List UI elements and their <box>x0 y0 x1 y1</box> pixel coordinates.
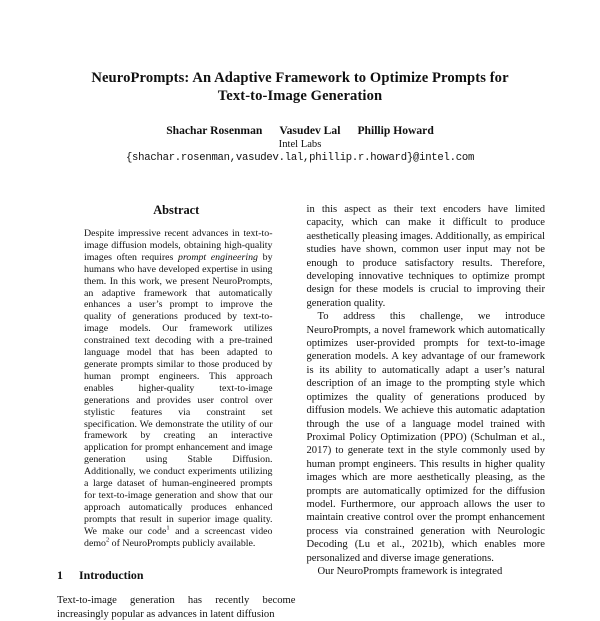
column-paragraph: Our NeuroPrompts framework is integrated <box>317 565 503 577</box>
paper-header <box>0 0 600 165</box>
authors-row <box>0 124 600 137</box>
affiliation: Intel Labs <box>278 139 322 150</box>
introduction-paragraph: Text-to-image generation has recently become increasingly popular as advances in latent diffusion <box>57 595 296 620</box>
section-number: 1 <box>57 568 63 583</box>
abstract-heading: Abstract <box>153 203 200 217</box>
title-line-2: Text-to-Image Generation <box>217 88 383 104</box>
section-title: Introduction <box>78 568 144 583</box>
section-heading-introduction <box>57 568 296 582</box>
paper-title <box>0 69 600 105</box>
two-column-body <box>57 203 545 621</box>
author-name: Vasudev Lal <box>279 124 341 137</box>
column-paragraph: in this aspect as their text encoders have limited capacity, which can make it difficult to produce aesthetically pleasing images. Additionally, as empirical studies have shown, common user input may not be enough to produce satisfactory results. Therefore, developing innovative techniques to optimize prompt design for these models is crucial to improving their generation quality. <box>306 204 545 309</box>
author-name: Phillip Howard <box>357 124 434 137</box>
right-column <box>307 203 546 621</box>
abstract-text: Despite impressive recent advances in text-to-image diffusion models, obtaining high-quality images often requires prompt engineering by humans who have developed expertise in using them. In this work, we present NeuroPrompts, an adaptive framework that automatically enhances a user’s prompt to improve the quality of generations produced by text-to-image models. Our framework utilizes constrained text decoding with a pre-trained language model that has been adapted to generate prompts similar to those produced by human prompt engineers. This approach enables higher-quality text-to-image generations and provides user control over stylistic features via constraint set specification. We demonstrate the utility of our framework by creating an interactive application for prompt enhancement and image generation using Stable Diffusion. Additionally, we conduct experiments utilizing a large dataset of human-engineered prompts for text-to-image generation and show that our approach automatically produces enhanced prompts that result in superior image quality. We make our code$^1$ and a screencast video demo$^2$ of NeuroPrompts publicly available. <box>84 228 273 549</box>
column-paragraph: To address this challenge, we introduce NeuroPrompts, a novel framework which automatically optimizes user-provided prompts for text-to-image generation models. A key advantage of our framework is its ability to automatically adapt a user’s natural description of an image to the prompting style which optimizes the quality of generations produced by diffusion models. We achieve this automatic adaptation through the use of a language model trained with Proximal Policy Optimization (PPO) (Schulman et al., 2017) to generate text in the style commonly used by human prompt engineers. This results in higher quality images which are more aesthetically pleasing, as the prompts are automatically optimized for the diffusion model. Furthermore, our approach allows the user to maintain creative control over the prompt enhancement process via constrained generation with Neurologic Decoding (Lu et al., 2021b), which enables more personalized and diverse image generations. <box>306 311 545 564</box>
title-line-1: NeuroPrompts: An Adaptive Framework to Optimize Prompts for <box>91 70 509 86</box>
author-name: Shachar Rosenman <box>166 124 263 137</box>
email-line: {shachar.rosenman,vasudev.lal,phillip.r.howard}@intel.com <box>125 152 475 164</box>
left-column <box>57 203 296 621</box>
